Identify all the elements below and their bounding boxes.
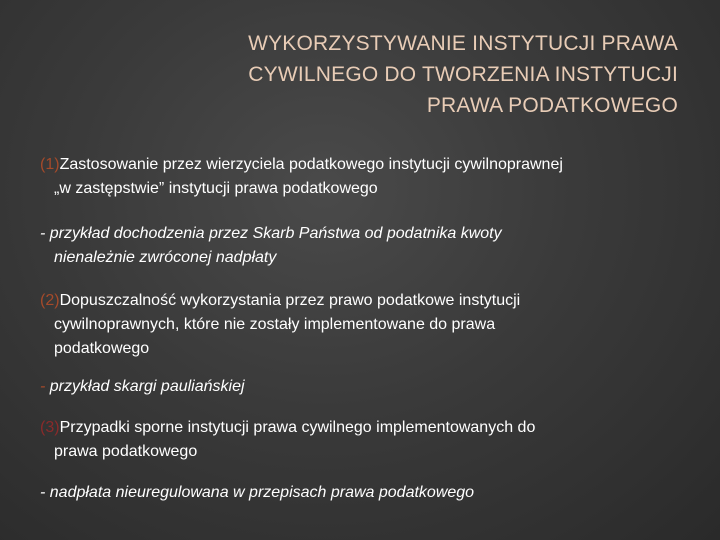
title-line-1: WYKORZYSTYWANIE INSTYTUCJI PRAWA bbox=[248, 32, 678, 55]
point-2-number: (2) bbox=[40, 292, 60, 309]
point-2 bbox=[40, 289, 520, 361]
example-1 bbox=[40, 222, 502, 270]
point-1-number: (1) bbox=[40, 156, 60, 173]
point-2-line-3: podatkowego bbox=[54, 340, 150, 357]
point-2-line-2: cywilnoprawnych, które nie zostały implementowane do prawa bbox=[54, 316, 496, 333]
example-1-dash: - bbox=[40, 225, 50, 242]
example-2-dash: - bbox=[40, 378, 50, 395]
title-line-2: CYWILNEGO DO TWORZENIA INSTYTUCJI bbox=[248, 63, 678, 86]
point-3 bbox=[40, 416, 535, 464]
point-3-line-2: prawa podatkowego bbox=[54, 443, 198, 460]
point-1-line-1: Zastosowanie przez wierzyciela podatkowego instytucji cywilnoprawnej bbox=[59, 156, 563, 173]
example-3-dash: - bbox=[40, 484, 50, 501]
point-3-number: (3) bbox=[40, 419, 60, 436]
point-1 bbox=[40, 153, 563, 201]
example-1-line-2: nienależnie zwróconej nadpłaty bbox=[54, 249, 277, 266]
point-1-line-2: „w zastępstwie” instytucji prawa podatkowego bbox=[54, 180, 378, 197]
point-2-line-1: Dopuszczalność wykorzystania przez prawo podatkowe instytucji bbox=[59, 292, 521, 309]
point-3-line-1: Przypadki sporne instytucji prawa cywilnego implementowanych do bbox=[59, 419, 536, 436]
slide-title bbox=[60, 28, 678, 121]
example-2-line-1: przykład skargi pauliańskiej bbox=[49, 378, 245, 395]
example-2 bbox=[40, 375, 245, 399]
example-1-line-1: przykład dochodzenia przez Skarb Państwa od podatnika kwoty bbox=[49, 225, 502, 242]
example-3 bbox=[40, 481, 474, 505]
title-line-3: PRAWA PODATKOWEGO bbox=[426, 94, 678, 117]
example-3-line-1: nadpłata nieuregulowana w przepisach prawa podatkowego bbox=[49, 484, 475, 501]
